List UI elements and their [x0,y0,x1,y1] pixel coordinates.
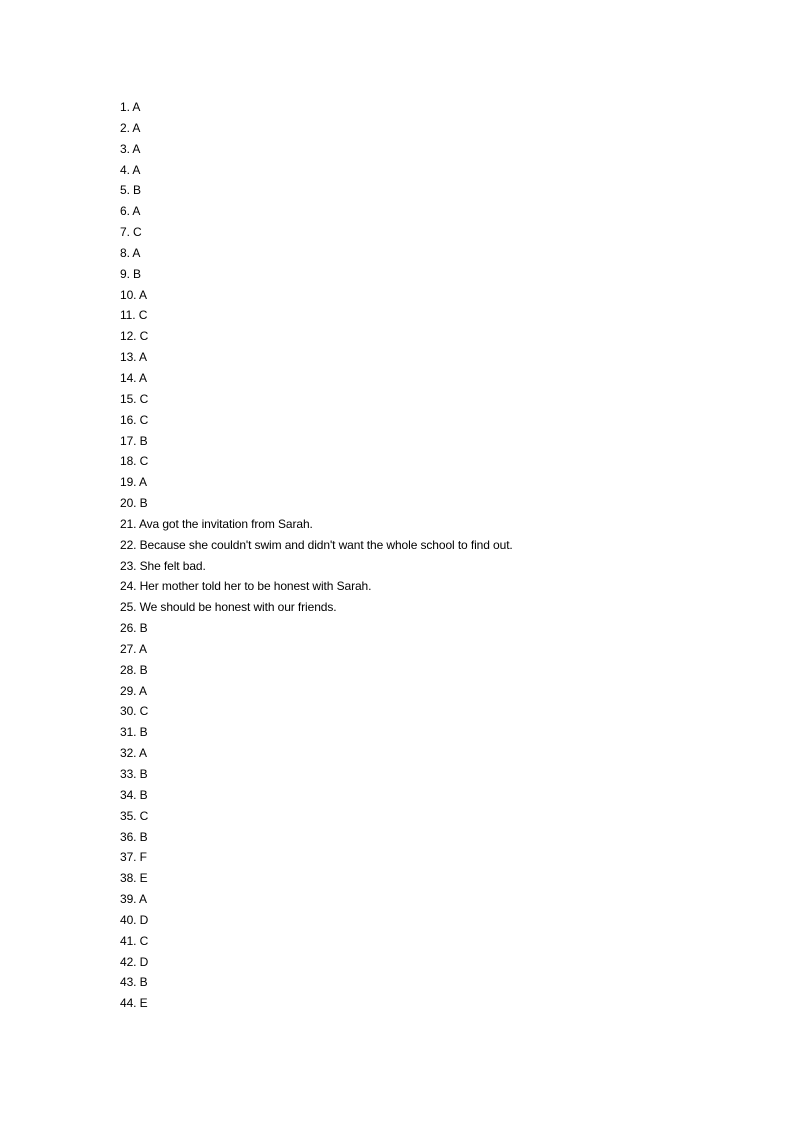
answer-line: 40. D [120,912,149,927]
answer-line: 27. A [120,641,147,656]
answer-line: 16. C [120,412,149,427]
answer-line: 42. D [120,954,149,969]
answer-line: 43. B [120,975,148,990]
answer-line: 17. B [120,433,148,448]
answer-line: 6. A [120,204,141,219]
answer-line: 33. B [120,767,148,781]
answer-line: 23. She felt bad. [120,558,206,573]
answer-line: 22. Because she couldn't swim and didn't want the whole school to find out. [120,537,513,552]
answer-line: 28. B [120,662,148,677]
answer-line: 14. A [120,370,147,385]
answer-line: 44. E [120,996,148,1011]
answer-line: 29. A [120,683,147,698]
answer-line: 26. B [120,621,148,636]
answer-line: 19. A [120,475,147,490]
answer-line: 8. A [120,245,141,260]
answer-line: 25. We should be honest with our friends. [120,600,337,615]
answer-line: 30. C [120,704,149,719]
answer-line: 37. F [120,850,147,865]
answer-line: 1. A [120,100,141,114]
answer-line: 32. A [120,746,147,761]
answer-line: 35. C [120,808,149,823]
answer-line: 21. Ava got the invitation from Sarah. [120,516,313,531]
answer-line: 39. A [120,892,147,907]
answer-line: 38. E [120,871,148,886]
answer-line: 34. B [120,787,148,802]
answer-line: 11. C [120,308,148,323]
answer-line: 5. B [120,183,141,198]
answer-line: 9. B [120,266,141,281]
answer-line: 12. C [120,329,149,344]
answer-line: 3. A [120,141,141,156]
answer-line: 36. B [120,829,148,844]
answer-line: 20. B [120,496,148,511]
answer-line: 13. A [120,350,147,365]
answer-line: 41. C [120,933,149,948]
answer-line: 4. A [120,162,141,177]
answer-line: 31. B [120,725,148,740]
answer-line: 15. C [120,391,149,406]
answer-line: 10. A [120,287,147,302]
answer-line: 18. C [120,454,149,469]
answer-key-list [120,97,513,1014]
answer-line: 24. Her mother told her to be honest with Sarah. [120,579,372,594]
answer-line: 7. C [120,225,142,240]
answer-line: 2. A [120,120,141,135]
